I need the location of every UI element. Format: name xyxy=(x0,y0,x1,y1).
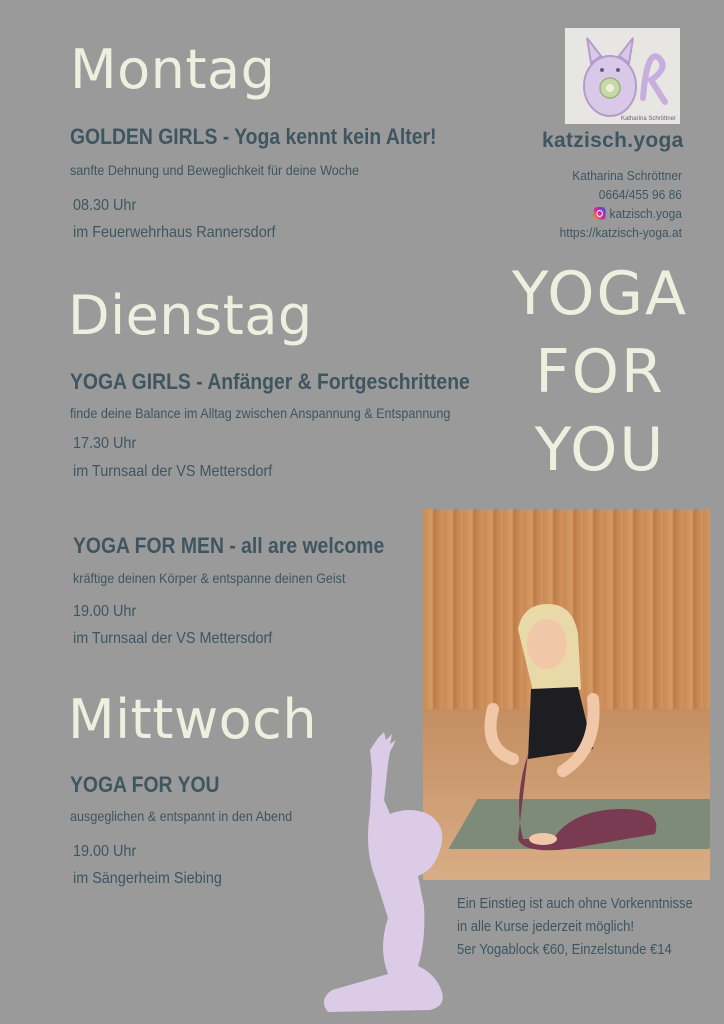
class-location: im Turnsaal der VS Mettersdorf xyxy=(73,463,273,480)
website-link[interactable]: https://katzisch-yoga.at xyxy=(559,225,682,240)
headline-line-1: YOGA xyxy=(511,259,689,329)
class-location: im Turnsaal der VS Mettersdorf xyxy=(73,630,273,647)
contact-block xyxy=(560,166,682,242)
note-line-2: in alle Kurse jederzeit möglich! xyxy=(457,919,634,935)
info-note xyxy=(457,893,693,962)
class-description: ausgeglichen & entspannt in den Abend xyxy=(70,808,293,824)
class-location: im Sängerheim Siebing xyxy=(73,870,222,887)
day-heading-tuesday: Dienstag xyxy=(68,284,313,347)
class-description: finde deine Balance im Alltag zwischen Anspannung & Entspannung xyxy=(70,405,451,421)
class-description: sanfte Dehnung und Beweglichkeit für deine Woche xyxy=(70,162,360,178)
class-title-golden-girls: GOLDEN GIRLS - Yoga kennt kein Alter! xyxy=(70,124,437,149)
class-description: kräftige deinen Körper & entspanne deinen Geist xyxy=(73,570,346,586)
class-title-yoga-girls: YOGA GIRLS - Anfänger & Fortgeschrittene xyxy=(70,369,470,394)
class-title-yoga-for-you: YOGA FOR YOU xyxy=(70,772,220,797)
class-time: 19.00 Uhr xyxy=(73,843,137,860)
class-time: 17.30 Uhr xyxy=(73,435,137,452)
note-line-3: 5er Yogablock €60, Einzelstunde €14 xyxy=(457,942,672,958)
contact-phone: 0664/455 96 86 xyxy=(598,187,682,202)
instagram-icon xyxy=(594,207,606,220)
contact-name: Katharina Schröttner xyxy=(572,168,682,183)
headline xyxy=(505,255,695,489)
logo xyxy=(565,28,680,124)
day-heading-wednesday: Mittwoch xyxy=(68,688,318,751)
yoga-pose-silhouette xyxy=(318,730,468,1020)
contact-instagram[interactable] xyxy=(560,204,682,223)
logo-caption: Katharina Schröttner xyxy=(620,116,676,122)
class-title-yoga-for-men: YOGA FOR MEN - all are welcome xyxy=(73,533,385,558)
class-time: 08.30 Uhr xyxy=(73,197,137,214)
class-location: im Feuerwehrhaus Rannersdorf xyxy=(73,224,276,241)
brand-name: katzisch.yoga xyxy=(542,129,684,152)
class-time: 19.00 Uhr xyxy=(73,603,137,620)
cat-logo-icon xyxy=(565,28,680,124)
headline-line-3: YOU xyxy=(534,415,666,485)
instagram-handle: katzisch.yoga xyxy=(609,206,682,221)
headline-line-2: FOR xyxy=(535,337,665,407)
note-line-1: Ein Einstieg ist auch ohne Vorkenntnisse xyxy=(457,896,693,912)
day-heading-monday: Montag xyxy=(70,38,276,101)
